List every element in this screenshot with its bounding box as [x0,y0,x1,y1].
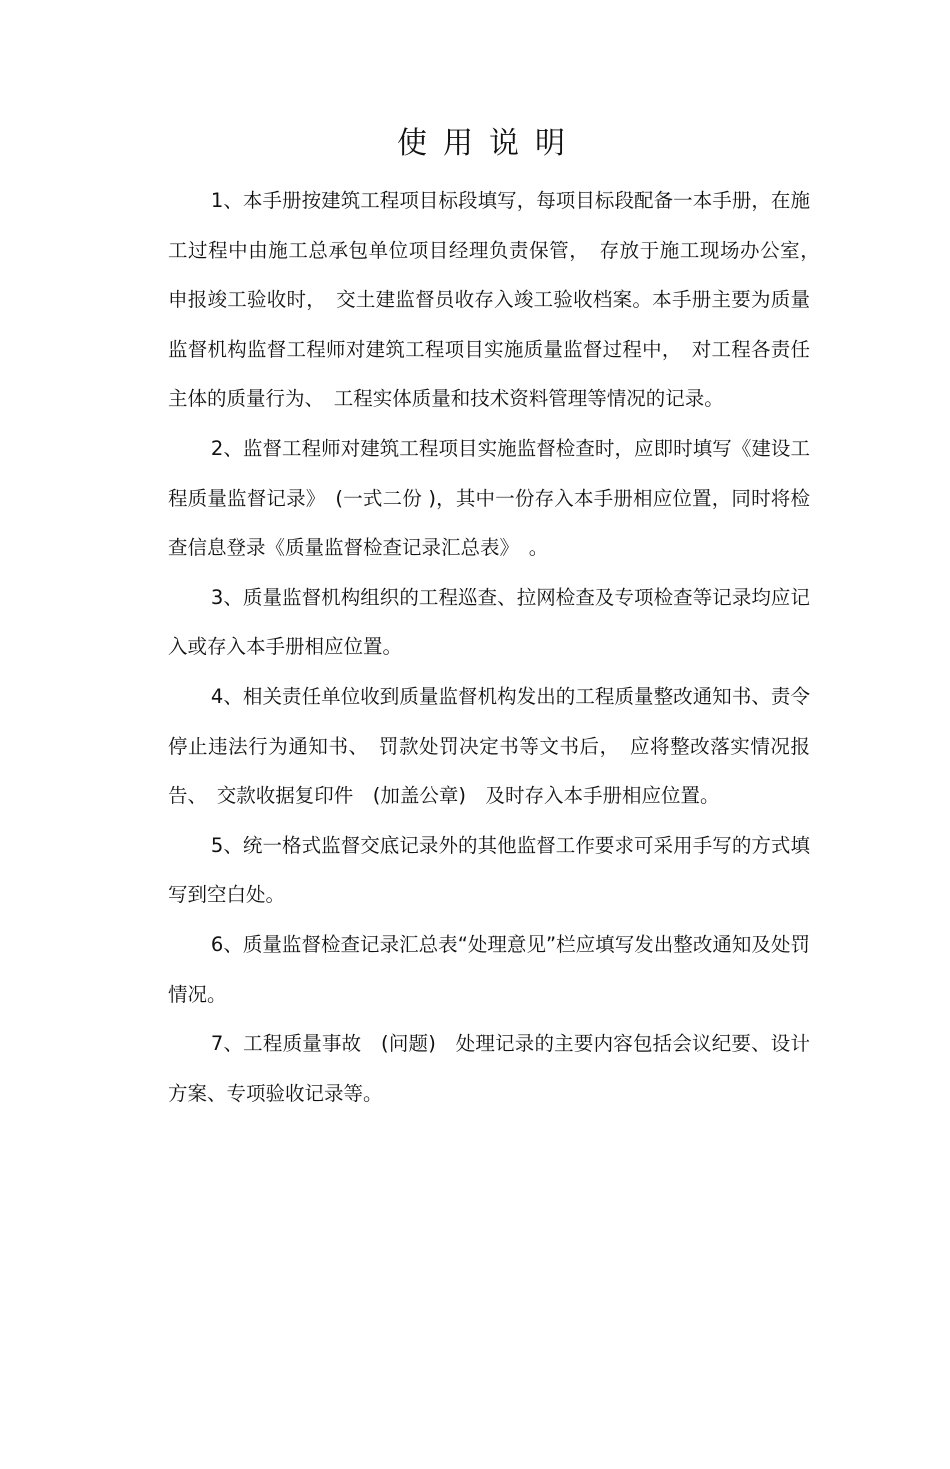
instruction-paragraph-7: 7、工程质量事故 (问题) 处理记录的主要内容包括会议纪要、设计方案、专项验收记录等。 [168,1032,810,1105]
document-page [0,124,950,1469]
instruction-paragraph-3: 3、质量监督机构组织的工程巡查、拉网检查及专项检查等记录均应记入或存入本手册相应位置。 [168,585,810,659]
instruction-paragraph-5: 5、统一格式监督交底记录外的其他监督工作要求可采用手写的方式填写到空白处。 [168,833,810,907]
instruction-paragraph-4: 4、相关责任单位收到质量监督机构发出的工程质量整改通知书、责令停止违法行为通知书、 罚款处罚决定书等文书后， 应将整改落实情况报告、 交款收据复印件 (加盖公章) 及时存入本手册相应位置。 [168,684,810,808]
instruction-paragraph-6: 6、质量监督检查记录汇总表“处理意见”栏应填写发出整改通知及处罚情况。 [168,932,810,1006]
page-title: 使用说明 [397,126,581,161]
instruction-paragraph-2: 2、监督工程师对建筑工程项目实施监督检查时，应即时填写《建设工程质量监督记录》 (一式二份 )，其中一份存入本手册相应位置，同时将检查信息登录《质量监督检查记录汇总表》 。 [168,436,810,560]
instruction-paragraph-1: 1、本手册按建筑工程项目标段填写，每项目标段配备一本手册，在施工过程中由施工总承包单位项目经理负责保管， 存放于施工现场办公室， 申报竣工验收时， 交土建监督员收存入竣工验收档案。本手册主要为质量监督机构监督工程师对建筑工程项目实施质量监督过程中， 对工程各责任主体的质量行为、 工程实体质量和技术资料管理等情况的记录。 [168,189,830,411]
